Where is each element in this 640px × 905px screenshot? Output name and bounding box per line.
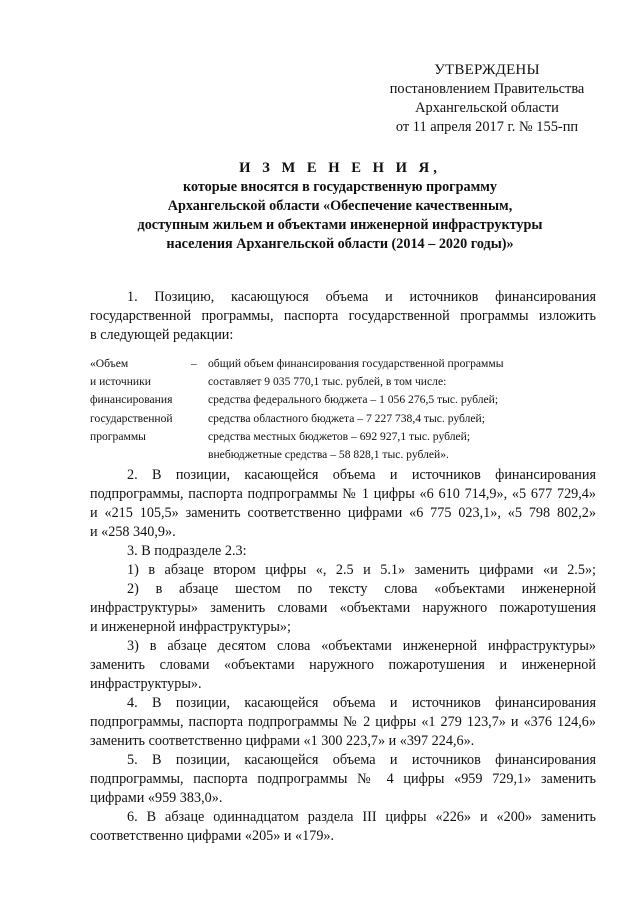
title-main: И З М Е Н Е Н И Я, xyxy=(239,160,441,176)
approval-block xyxy=(372,61,602,137)
table-right-line: составляет 9 035 770,1 тыс. рублей, в том числе: xyxy=(208,375,447,389)
table-right-line: внебюджетные средства – 58 828,1 тыс. рублей». xyxy=(208,448,449,462)
table-left-line: государственной xyxy=(90,411,173,425)
text-line: соответственно цифрами «205» и «179». xyxy=(90,828,335,844)
text-line: 1. Позицию, касающуюся объема и источников финансирования xyxy=(127,289,596,305)
text-line: 6. В абзаце одиннадцатом раздела III цифры «226» и «200» заменить xyxy=(127,809,596,825)
text-line: подпрограммы, паспорта подпрограммы № 1 цифры «6 610 714,9», «5 677 729,4» xyxy=(90,486,596,502)
text-line: заменить соответственно цифрами «1 300 223,7» и «397 224,6». xyxy=(90,733,475,749)
table-left-line: программы xyxy=(90,429,146,443)
title-line: которые вносятся в государственную программу xyxy=(182,179,498,195)
text-line: и «215 105,5» заменить соответственно цифрами «6 775 023,1», «5 798 802,2» xyxy=(90,505,596,521)
text-line: подпрограммы, паспорта подпрограммы № 2 цифры «1 279 123,7» и «376 124,6» xyxy=(90,714,596,730)
text-line: 4. В позиции, касающейся объема и источников финансирования xyxy=(127,695,596,711)
body-paragraphs xyxy=(90,466,596,846)
table-left-line: и источники xyxy=(90,375,151,389)
table-right-line: общий объем финансирования государственной программы xyxy=(208,357,504,370)
approval-line: постановлением Правительства xyxy=(389,81,585,97)
text-line: 5. В позиции, касающейся объема и источников финансирования xyxy=(127,752,596,768)
text-line: 2) в абзаце шестом по тексту слова «объектами инженерной xyxy=(127,581,596,597)
title-line: доступным жильем и объектами инженерной инфраструктуры xyxy=(137,217,543,233)
text-line: государственной программы, паспорта государственной программы изложить xyxy=(90,308,596,324)
item-1-paragraph xyxy=(90,288,596,345)
text-line: и инженерной инфраструктуры»; xyxy=(90,619,291,635)
text-line: инфраструктуры». xyxy=(90,676,202,692)
table-right-line: средства областного бюджета – 7 227 738,4 тыс. рублей; xyxy=(208,411,485,425)
title-line: Архангельской области «Обеспечение качественным, xyxy=(167,198,513,214)
title-line: населения Архангельской области (2014 – 2020 годы)» xyxy=(166,236,514,252)
text-line: в следующей редакции: xyxy=(90,327,234,343)
table-dash: – xyxy=(191,357,197,370)
table-right-line: средства местных бюджетов – 692 927,1 тыс. рублей; xyxy=(208,429,471,443)
text-line: инфраструктуры» заменить словами «объектами наружного пожаротушения xyxy=(90,600,596,616)
text-line: 3) в абзаце десятом слова «объектами инженерной инфраструктуры» xyxy=(127,638,596,654)
text-line: 3. В подразделе 2.3: xyxy=(127,543,247,559)
table-left-column xyxy=(90,355,185,446)
text-line: 1) в абзаце втором цифры «, 2.5 и 5.1» заменить цифрами «и 2.5»; xyxy=(127,562,596,578)
table-left-line: «Объем xyxy=(90,357,129,370)
approval-line: от 11 апреля 2017 г. № 155-пп xyxy=(395,119,579,135)
text-line: заменить словами «объектами наружного пожаротушения и инженерной xyxy=(90,657,596,673)
approval-line: Архангельской области xyxy=(415,100,559,116)
document-title xyxy=(80,159,600,254)
text-line: 2. В позиции, касающейся объема и источников финансирования xyxy=(127,467,596,483)
text-line: подпрограммы, паспорта подпрограммы № 4 цифры «959 729,1» заменить xyxy=(90,771,596,787)
text-line: и «258 340,9». xyxy=(90,524,176,540)
table-left-line: финансирования xyxy=(90,393,173,407)
table-right-column xyxy=(208,355,596,464)
text-line: цифрами «959 383,0». xyxy=(90,790,223,806)
approval-heading: УТВЕРЖДЕНЫ xyxy=(434,62,540,78)
table-right-line: средства федерального бюджета – 1 056 276,5 тыс. рублей; xyxy=(208,393,499,407)
